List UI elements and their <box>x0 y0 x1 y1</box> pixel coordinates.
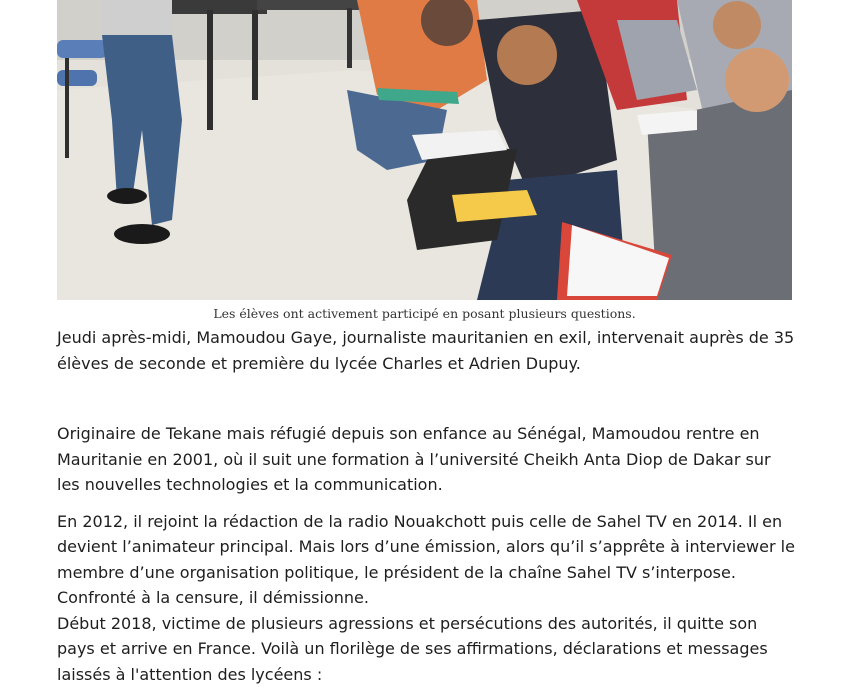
article-paragraph-1: Jeudi après-midi, Mamoudou Gaye, journaliste mauritanien en exil, intervenait auprès de 35 élèves de seconde et première du lycée Charles et Adrien Dupuy. <box>57 325 797 376</box>
classroom-photo-icon <box>57 0 792 300</box>
article-paragraph-2: Originaire de Tekane mais réfugié depuis son enfance au Sénégal, Mamoudou rentre en Mauritanie en 2001, où il suit une formation à l’université Cheikh Anta Diop de Dakar sur les nouvelles technologies et la communication. <box>57 421 797 498</box>
article-paragraph-4: Début 2018, victime de plusieurs agressions et persécutions des autorités, il quitte son pays et arrive en France. Voilà un florilège de ses affirmations, déclarations et messages laissés à l'attention des lycéens : <box>57 611 797 687</box>
article-paragraph-3: En 2012, il rejoint la rédaction de la radio Nouakchott puis celle de Sahel TV en 2014. Il en devient l’animateur principal. Mais lors d’une émission, alors qu’il s’apprête à interviewer le membre d’une organisation politique, le président de la chaîne Sahel TV s’interpose. Confronté à la censure, il démissionne. <box>57 509 797 611</box>
article-body <box>57 325 797 687</box>
photo-caption: Les élèves ont activement participé en posant plusieurs questions. <box>57 305 792 323</box>
article-photo <box>57 0 792 300</box>
